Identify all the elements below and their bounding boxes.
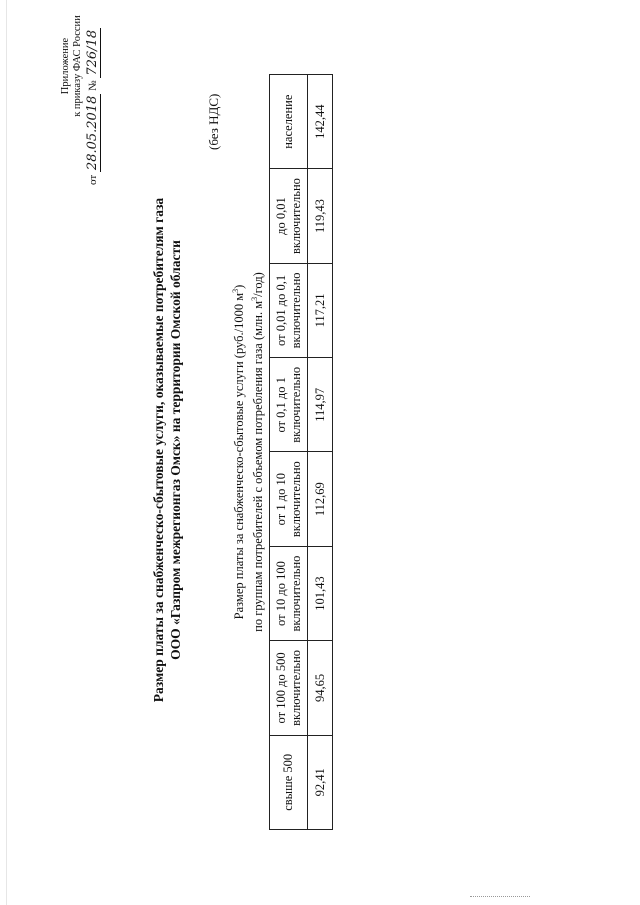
order-date: 28.05.2018 <box>85 95 100 171</box>
value-cell: 112,69 <box>308 452 333 546</box>
value-cell: 101,43 <box>308 546 333 640</box>
table-values-row <box>308 75 333 830</box>
value-cell: 92,41 <box>308 735 333 829</box>
header-line-2: включительно <box>288 649 303 726</box>
header-cell <box>270 358 308 452</box>
value-cell: 119,43 <box>308 169 333 263</box>
header-cell <box>270 735 308 829</box>
caption-line-2-end: /год) <box>251 272 266 297</box>
appendix-date-number <box>85 5 101 185</box>
scan-specks <box>470 896 530 899</box>
from-label: от <box>87 174 99 185</box>
caption-line-1 <box>228 74 247 830</box>
tariff-table <box>269 74 333 830</box>
header-line-2: включительно <box>288 555 303 632</box>
header-line-1: от 1 до 10 <box>273 473 288 526</box>
header-line-2: включительно <box>288 366 303 443</box>
caption-line-1-text: Размер платы за снабженческо-сбытовые услуги (руб./1000 м <box>232 292 247 620</box>
caption-line-1-superscript: 3 <box>231 288 240 293</box>
number-label: № <box>87 80 99 91</box>
header-line-1: от 10 до 100 <box>273 561 288 626</box>
caption-line-2-text: по группам потребителей с объемом потребления газа (млн. м <box>251 300 266 632</box>
caption-line-1-end: ) <box>232 284 247 289</box>
header-line-1: от 0,01 до 0,1 <box>273 274 288 346</box>
header-line-1: от 100 до 500 <box>273 652 288 724</box>
value-cell: 94,65 <box>308 641 333 735</box>
header-cell <box>270 263 308 357</box>
header-cell <box>270 452 308 546</box>
header-line-1: от 0,1 до 1 <box>273 377 288 433</box>
header-line-1: свыше 500 <box>281 753 296 811</box>
header-cell <box>270 75 308 169</box>
table-caption <box>228 74 266 830</box>
value-cell: 114,97 <box>308 358 333 452</box>
appendix-title: Приложение <box>60 37 71 95</box>
header-line-1: население <box>281 94 296 149</box>
header-cell <box>270 546 308 640</box>
header-cell <box>270 169 308 263</box>
caption-line-2-superscript: 3 <box>250 296 260 301</box>
title-line-1: Размер платы за снабженческо-сбытовые услуги, оказываемые потребителям газа <box>151 197 166 703</box>
header-line-1: до 0,01 <box>273 197 288 235</box>
appendix-header <box>60 7 84 125</box>
title-line-2: ООО «Газпром межрегионгаз Омск» на территории Омской области <box>168 240 183 660</box>
table-header-row <box>270 75 308 830</box>
header-line-2: включительно <box>288 178 303 255</box>
header-line-2: включительно <box>288 461 303 538</box>
tariff-table-block <box>228 74 333 830</box>
document-title <box>150 170 184 730</box>
header-cell <box>270 641 308 735</box>
appendix-order-ref: к приказу ФАС России <box>72 15 83 117</box>
caption-line-2 <box>247 74 266 830</box>
vat-note: (без НДС) <box>206 93 221 150</box>
order-number: 726/18 <box>85 29 100 76</box>
header-line-2: включительно <box>288 272 303 349</box>
value-cell: 117,21 <box>308 263 333 357</box>
value-cell: 142,44 <box>308 75 333 169</box>
